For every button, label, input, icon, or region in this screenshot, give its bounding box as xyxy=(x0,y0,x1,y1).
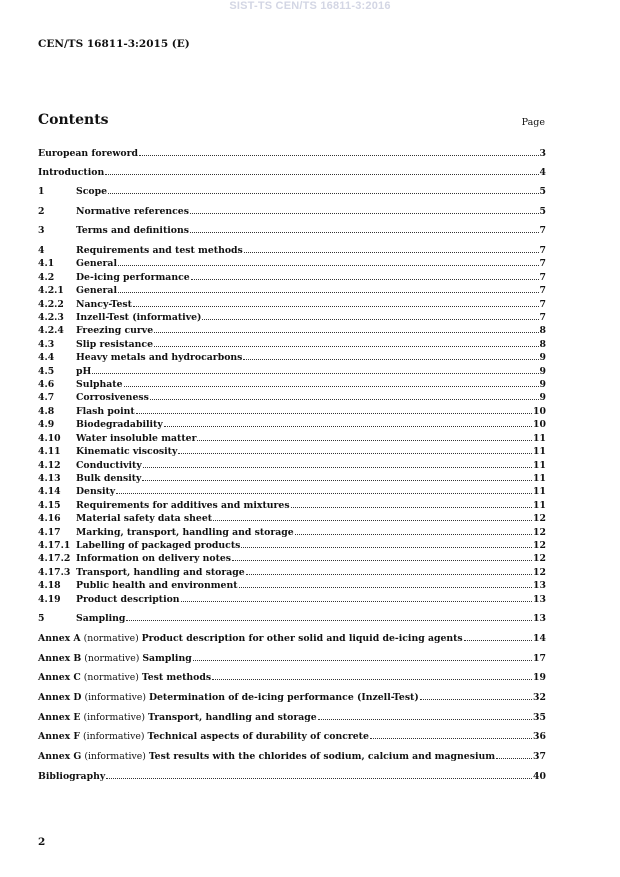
toc-entry-number: 4.3 xyxy=(38,339,55,350)
toc-entry-page: 12 xyxy=(533,513,546,524)
contents-title: Contents xyxy=(38,112,109,128)
toc-entry-page: 11 xyxy=(533,473,546,484)
annex-title: Product description for other solid and liquid de-icing agents xyxy=(141,633,463,644)
toc-entry-number: 4.2.2 xyxy=(38,299,64,310)
toc-entry-page: 40 xyxy=(533,771,546,782)
toc-row[interactable] xyxy=(38,404,546,416)
toc-entry-number: 4.6 xyxy=(38,379,55,390)
toc-entry-page: 8 xyxy=(539,325,546,336)
toc-row[interactable] xyxy=(38,611,546,623)
toc-entry-page: 5 xyxy=(539,186,546,197)
toc-entry-title: Density xyxy=(76,486,116,497)
dot-leader xyxy=(133,297,539,307)
toc-entry-number: 4.11 xyxy=(38,446,61,457)
dot-leader xyxy=(212,670,532,680)
toc-entry-title: Slip resistance xyxy=(76,339,153,350)
toc-entry-page: 5 xyxy=(539,206,546,217)
dot-leader xyxy=(202,310,538,320)
toc-entry-page: 37 xyxy=(533,751,546,762)
toc-entry-number: 4 xyxy=(38,245,45,256)
toc-annex-row[interactable] xyxy=(38,651,546,663)
toc-entry-page: 3 xyxy=(539,148,546,159)
dot-leader xyxy=(92,364,538,374)
toc-entry-title: General xyxy=(76,285,117,296)
toc-row[interactable] xyxy=(38,578,546,590)
toc-entry-number: 4.17.2 xyxy=(38,553,71,564)
toc-entry-title: Transport, handling and storage xyxy=(76,567,245,578)
dot-leader xyxy=(178,444,532,454)
toc-row[interactable] xyxy=(38,417,546,429)
toc-row[interactable] xyxy=(38,458,546,470)
toc-entry-number: 4.16 xyxy=(38,513,61,524)
toc-row[interactable] xyxy=(38,431,546,443)
toc-entry-number: 4.7 xyxy=(38,392,55,403)
toc-entry-number: 2 xyxy=(38,206,45,217)
toc-entry-title: Nancy-Test xyxy=(76,299,132,310)
dot-leader xyxy=(243,350,538,360)
toc-entry-number: 3 xyxy=(38,225,45,236)
dot-leader xyxy=(370,729,532,739)
annex-title: Transport, handling and storage xyxy=(147,712,317,723)
toc-entry-title: Normative references xyxy=(76,206,189,217)
toc-row[interactable] xyxy=(38,337,546,349)
dot-leader xyxy=(116,484,532,494)
toc-entry-number: 4.12 xyxy=(38,460,61,471)
dot-leader xyxy=(246,565,532,575)
toc-entry-title: Corrosiveness xyxy=(76,392,149,403)
dot-leader xyxy=(150,390,539,400)
toc-row[interactable] xyxy=(38,297,546,309)
toc-entry-number: 4.5 xyxy=(38,366,55,377)
toc-entry-page: 9 xyxy=(539,366,546,377)
toc-entry-number: 4.18 xyxy=(38,580,61,591)
dot-leader xyxy=(154,323,538,333)
dot-leader xyxy=(124,377,539,387)
toc-entry-title: Heavy metals and hydrocarbons xyxy=(76,352,243,363)
toc-entry-title: Information on delivery notes xyxy=(76,553,232,564)
toc-entry-number: 4.17 xyxy=(38,527,61,538)
toc-entry-number: 4.19 xyxy=(38,594,61,605)
toc-annex-row[interactable] xyxy=(38,749,546,761)
annex-kind: (informative) xyxy=(81,751,149,762)
toc-entry-page: 10 xyxy=(533,419,546,430)
toc-row[interactable] xyxy=(38,484,546,496)
toc-row[interactable] xyxy=(38,390,546,402)
toc-annex-row[interactable] xyxy=(38,729,546,741)
toc-row[interactable] xyxy=(38,256,546,268)
toc-entry-page: 9 xyxy=(539,392,546,403)
toc-entry-title: Water insoluble matter xyxy=(76,433,197,444)
toc-entry-page: 32 xyxy=(533,692,546,703)
toc-entry-page: 14 xyxy=(533,633,546,644)
toc-entry-title: Product description xyxy=(76,594,180,605)
toc-entry-title xyxy=(38,751,495,763)
toc-row[interactable] xyxy=(38,350,546,362)
toc-entry-title: Scope xyxy=(76,186,107,197)
toc-entry-number: 4.8 xyxy=(38,406,55,417)
dot-leader xyxy=(318,710,532,720)
dot-leader xyxy=(193,651,532,661)
toc-annex-row[interactable] xyxy=(38,690,546,702)
toc-entry-title: Kinematic viscosity xyxy=(76,446,178,457)
toc-entry-title: Material safety data sheet xyxy=(76,513,213,524)
toc-entry-number: 4.4 xyxy=(38,352,55,363)
toc-entry-page: 7 xyxy=(539,285,546,296)
toc-annex-row[interactable] xyxy=(38,710,546,722)
toc-row[interactable] xyxy=(38,223,546,235)
dot-leader xyxy=(154,337,539,347)
dot-leader xyxy=(295,525,532,535)
dot-leader xyxy=(181,592,532,602)
toc-entry-title: Biodegradability xyxy=(76,419,163,430)
annex-label: Annex C xyxy=(38,672,81,683)
toc-row[interactable] xyxy=(38,243,546,255)
toc-row[interactable] xyxy=(38,204,546,216)
dot-leader xyxy=(244,243,539,253)
toc-entry-title xyxy=(38,653,192,665)
toc-row[interactable] xyxy=(38,377,546,389)
toc-entry-page: 17 xyxy=(533,653,546,664)
toc-entry-title xyxy=(38,633,463,645)
dot-leader xyxy=(190,223,539,233)
dot-leader xyxy=(213,511,532,521)
toc-entry-title: Requirements for additives and mixtures xyxy=(76,500,290,511)
annex-title: Test methods xyxy=(141,672,212,683)
toc-entry-number: 4.1 xyxy=(38,258,55,269)
toc-entry-page: 11 xyxy=(533,433,546,444)
toc-entry-number: 4.2 xyxy=(38,272,55,283)
dot-leader xyxy=(191,270,539,280)
toc-row[interactable] xyxy=(38,283,546,295)
dot-leader xyxy=(108,184,539,194)
toc-row[interactable] xyxy=(38,551,546,563)
toc-entry-page: 7 xyxy=(539,272,546,283)
annex-label: Annex B xyxy=(38,653,82,664)
toc-row[interactable] xyxy=(38,270,546,282)
annex-label: Annex F xyxy=(38,731,81,742)
dot-leader xyxy=(291,498,532,508)
toc-entry-number: 4.9 xyxy=(38,419,55,430)
toc-entry-page: 19 xyxy=(533,672,546,683)
toc-entry-number: 4.10 xyxy=(38,433,61,444)
toc-entry-page: 7 xyxy=(539,299,546,310)
toc-row[interactable] xyxy=(38,565,546,577)
annex-kind: (informative) xyxy=(80,712,148,723)
annex-label: Annex D xyxy=(38,692,82,703)
toc-entry-page: 35 xyxy=(533,712,546,723)
annex-label: Annex E xyxy=(38,712,81,723)
toc-entry-page: 7 xyxy=(539,245,546,256)
annex-kind: (normative) xyxy=(81,653,143,664)
toc-entry-number: 4.2.1 xyxy=(38,285,64,296)
toc-entry-page: 12 xyxy=(533,567,546,578)
dot-leader xyxy=(496,749,532,759)
dot-leader xyxy=(142,471,532,481)
dot-leader xyxy=(126,611,532,621)
toc-row[interactable] xyxy=(38,184,546,196)
toc-entry-title: Introduction xyxy=(38,167,105,178)
toc-entry-title: Marking, transport, handling and storage xyxy=(76,527,294,538)
toc-entry-page: 12 xyxy=(533,540,546,551)
toc-entry-number: 1 xyxy=(38,186,45,197)
toc-entry-title xyxy=(38,712,317,724)
toc-row[interactable] xyxy=(38,525,546,537)
toc-entry-page: 4 xyxy=(539,167,546,178)
toc-row[interactable] xyxy=(38,538,546,550)
annex-title: Sampling xyxy=(142,653,192,664)
annex-title: Technical aspects of durability of concrete xyxy=(147,731,369,742)
dot-leader xyxy=(164,417,532,427)
annex-title: Test results with the chlorides of sodium, calcium and magnesium xyxy=(148,751,496,762)
dot-leader xyxy=(197,431,532,441)
annex-label: Annex A xyxy=(38,633,81,644)
toc-entry-number: 4.2.4 xyxy=(38,325,64,336)
toc-entry-title xyxy=(38,692,419,704)
toc-entry-page: 12 xyxy=(533,553,546,564)
toc-entry-page: 7 xyxy=(539,258,546,269)
toc-entry-page: 8 xyxy=(539,339,546,350)
toc-entry-number: 4.17.3 xyxy=(38,567,71,578)
toc-entry-page: 12 xyxy=(533,527,546,538)
toc-row[interactable] xyxy=(38,511,546,523)
toc-entry-page: 10 xyxy=(533,406,546,417)
toc-entry-page: 7 xyxy=(539,225,546,236)
toc-entry-title: pH xyxy=(76,366,92,377)
toc-entry-number: 5 xyxy=(38,613,45,624)
dot-leader xyxy=(136,404,532,414)
toc-entry-title: Sulphate xyxy=(76,379,123,390)
dot-leader xyxy=(106,769,532,779)
toc-entry-title: Bulk density xyxy=(76,473,142,484)
toc-entry-title: European foreword xyxy=(38,148,138,159)
document-id: CEN/TS 16811-3:2015 (E) xyxy=(38,38,190,50)
toc-entry-page: 11 xyxy=(533,446,546,457)
dot-leader xyxy=(118,256,539,266)
toc-entry-number: 4.13 xyxy=(38,473,61,484)
toc-annex-row[interactable] xyxy=(38,670,546,682)
page-number: 2 xyxy=(38,836,46,848)
toc-entry-title: Public health and environment xyxy=(76,580,238,591)
page-column-label: Page xyxy=(521,117,545,128)
dot-leader xyxy=(232,551,532,561)
dot-leader xyxy=(239,578,533,588)
annex-kind: (normative) xyxy=(80,672,142,683)
toc-entry-number: 4.14 xyxy=(38,486,61,497)
toc-row[interactable] xyxy=(38,444,546,456)
dot-leader xyxy=(420,690,532,700)
toc-entry-page: 11 xyxy=(533,460,546,471)
toc-entry-title: Flash point xyxy=(76,406,135,417)
annex-kind: (informative) xyxy=(80,731,148,742)
toc-entry-title xyxy=(38,672,211,684)
toc-entry-title: Sampling xyxy=(76,613,126,624)
toc-entry-title: De-icing performance xyxy=(76,272,190,283)
dot-leader xyxy=(241,538,532,548)
toc-row[interactable] xyxy=(38,146,546,158)
toc-row[interactable] xyxy=(38,769,546,781)
annex-label: Annex G xyxy=(38,751,82,762)
toc-row[interactable] xyxy=(38,471,546,483)
toc-entry-number: 4.15 xyxy=(38,500,61,511)
toc-entry-page: 36 xyxy=(533,731,546,742)
toc-entry-page: 13 xyxy=(533,580,546,591)
annex-title: Determination of de-icing performance (Inzell-Test) xyxy=(148,692,419,703)
toc-entry-page: 9 xyxy=(539,352,546,363)
watermark: SIST-TS CEN/TS 16811-3:2016 xyxy=(229,0,391,12)
toc-row[interactable] xyxy=(38,364,546,376)
toc-entry-page: 11 xyxy=(533,486,546,497)
toc-entry-page: 11 xyxy=(533,500,546,511)
annex-kind: (normative) xyxy=(80,633,142,644)
toc-entry-title xyxy=(38,731,369,743)
toc-entry-page: 9 xyxy=(539,379,546,390)
dot-leader xyxy=(190,204,539,214)
dot-leader xyxy=(464,631,532,641)
dot-leader xyxy=(139,146,539,156)
toc-annex-row[interactable] xyxy=(38,631,546,643)
toc-entry-number: 4.17.1 xyxy=(38,540,71,551)
dot-leader xyxy=(118,283,539,293)
toc-row[interactable] xyxy=(38,165,546,177)
toc-entry-page: 7 xyxy=(539,312,546,323)
toc-entry-title: Bibliography xyxy=(38,771,106,782)
toc-entry-page: 13 xyxy=(533,594,546,605)
toc-row[interactable] xyxy=(38,498,546,510)
toc-entry-title: Terms and definitions xyxy=(76,225,189,236)
toc-entry-title: Inzell-Test (informative) xyxy=(76,312,202,323)
toc-row[interactable] xyxy=(38,592,546,604)
toc-entry-page: 13 xyxy=(533,613,546,624)
toc-row[interactable] xyxy=(38,323,546,335)
toc-row[interactable] xyxy=(38,310,546,322)
toc-entry-title: Requirements and test methods xyxy=(76,245,243,256)
annex-kind: (informative) xyxy=(81,692,149,703)
toc-entry-title: Conductivity xyxy=(76,460,142,471)
toc-entry-number: 4.2.3 xyxy=(38,312,64,323)
dot-leader xyxy=(143,458,532,468)
toc-entry-title: Freezing curve xyxy=(76,325,154,336)
toc-entry-title: General xyxy=(76,258,117,269)
dot-leader xyxy=(105,165,538,175)
toc-entry-title: Labelling of packaged products xyxy=(76,540,241,551)
